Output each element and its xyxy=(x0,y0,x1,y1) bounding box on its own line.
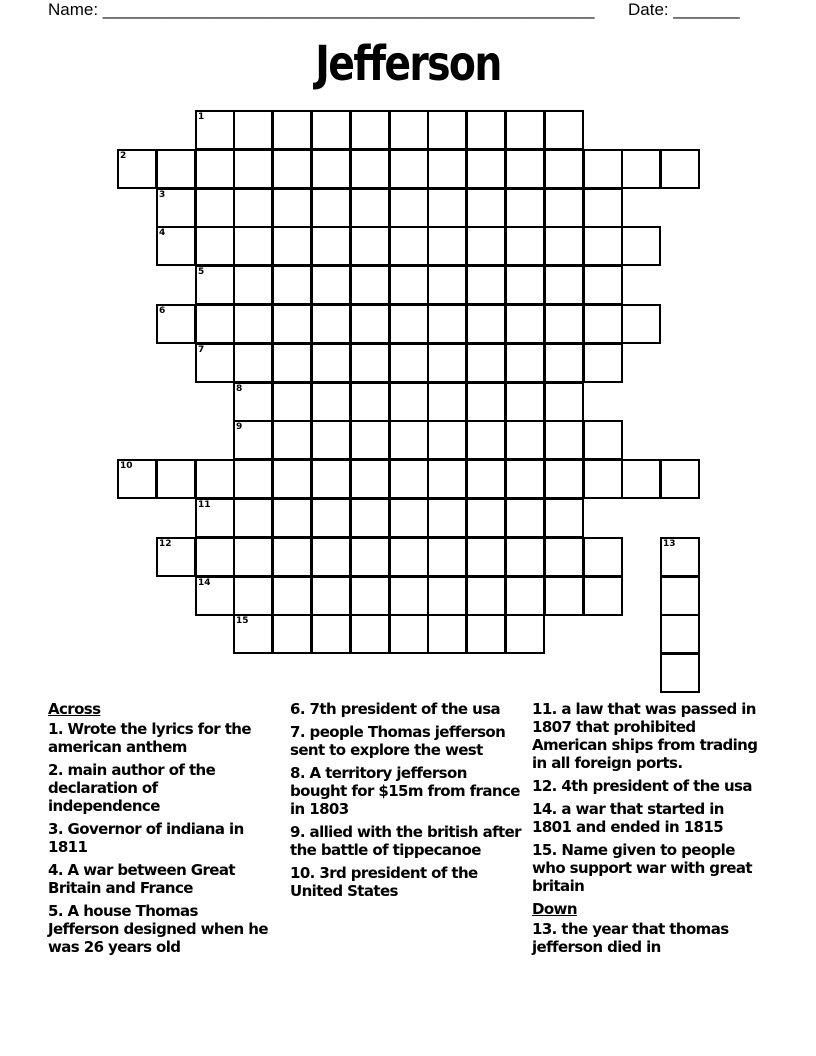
grid-cell[interactable] xyxy=(427,304,467,344)
grid-cell[interactable] xyxy=(233,149,273,189)
grid-cell[interactable] xyxy=(466,614,506,654)
grid-cell[interactable] xyxy=(311,188,351,228)
grid-cell[interactable] xyxy=(389,614,429,654)
grid-cell[interactable] xyxy=(233,576,273,616)
clue-text: Name given to people who support war with great britain xyxy=(532,841,752,895)
grid-cell[interactable] xyxy=(427,459,467,499)
grid-cell[interactable] xyxy=(505,110,545,150)
grid-cell[interactable] xyxy=(195,576,235,616)
clue-num: 11. xyxy=(532,700,557,718)
grid-cell[interactable] xyxy=(350,576,390,616)
clue-item xyxy=(532,920,767,956)
grid-cell[interactable] xyxy=(272,265,312,305)
grid-cell[interactable] xyxy=(544,265,584,305)
grid-cell[interactable] xyxy=(233,459,273,499)
clue-number: 3 xyxy=(159,190,166,200)
grid-cell[interactable] xyxy=(389,382,429,422)
clue-number: 11 xyxy=(198,500,211,510)
grid-cell[interactable] xyxy=(311,226,351,266)
grid-cell[interactable] xyxy=(505,226,545,266)
grid-cell[interactable] xyxy=(350,265,390,305)
clue-num: 15. xyxy=(532,841,557,859)
grid-cell[interactable] xyxy=(233,110,273,150)
clue-item xyxy=(532,777,767,795)
clue-num: 14. xyxy=(532,800,557,818)
grid-cell[interactable] xyxy=(350,420,390,460)
clue-number: 13 xyxy=(663,539,676,549)
grid-cell[interactable] xyxy=(311,420,351,460)
grid-cell[interactable] xyxy=(117,149,157,189)
clue-number: 8 xyxy=(236,384,243,394)
grid-cell[interactable] xyxy=(272,420,312,460)
grid-cell[interactable] xyxy=(156,226,196,266)
grid-cell[interactable] xyxy=(389,537,429,577)
grid-cell[interactable] xyxy=(427,576,467,616)
grid-cell[interactable] xyxy=(389,498,429,538)
grid-cell[interactable] xyxy=(389,459,429,499)
grid-cell[interactable] xyxy=(311,265,351,305)
clue-num: 7. xyxy=(290,723,305,741)
grid-cell[interactable] xyxy=(272,498,312,538)
clue-number: 1 xyxy=(198,112,205,122)
grid-cell[interactable] xyxy=(583,459,623,499)
grid-cell[interactable] xyxy=(621,226,661,266)
grid-cell[interactable] xyxy=(466,576,506,616)
grid-cell[interactable] xyxy=(272,343,312,383)
grid-cell[interactable] xyxy=(427,614,467,654)
grid-cell[interactable] xyxy=(311,614,351,654)
clue-number: 9 xyxy=(236,422,243,432)
grid-cell[interactable] xyxy=(156,304,196,344)
clue-text: A territory jefferson bought for $15m from france in 1803 xyxy=(290,764,520,818)
grid-cell[interactable] xyxy=(195,498,235,538)
grid-cell[interactable] xyxy=(350,149,390,189)
grid-cell[interactable] xyxy=(660,149,700,189)
grid-cell[interactable] xyxy=(272,110,312,150)
grid-cell[interactable] xyxy=(350,226,390,266)
grid-cell[interactable] xyxy=(427,498,467,538)
grid-cell[interactable] xyxy=(350,459,390,499)
grid-cell[interactable] xyxy=(660,653,700,693)
grid-cell[interactable] xyxy=(583,188,623,228)
grid-cell[interactable] xyxy=(466,459,506,499)
grid-cell[interactable] xyxy=(389,110,429,150)
grid-cell[interactable] xyxy=(389,149,429,189)
grid-cell[interactable] xyxy=(195,343,235,383)
clue-text: a law that was passed in 1807 that prohibited American ships from trading in all foreign ports. xyxy=(532,700,758,772)
grid-cell[interactable] xyxy=(233,420,273,460)
grid-cell[interactable] xyxy=(311,343,351,383)
grid-cell[interactable] xyxy=(156,188,196,228)
grid-cell[interactable] xyxy=(505,343,545,383)
grid-cell[interactable] xyxy=(583,537,623,577)
clue-text: a war that started in 1801 and ended in 1815 xyxy=(532,800,724,836)
clue-item xyxy=(290,723,525,759)
grid-cell[interactable] xyxy=(350,537,390,577)
grid-cell[interactable] xyxy=(505,382,545,422)
clue-text: A war between Great Britain and France xyxy=(48,861,235,897)
grid-cell[interactable] xyxy=(466,188,506,228)
grid-cell[interactable] xyxy=(233,304,273,344)
grid-cell[interactable] xyxy=(389,265,429,305)
grid-cell[interactable] xyxy=(350,343,390,383)
clue-number: 5 xyxy=(198,267,205,277)
grid-cell[interactable] xyxy=(505,459,545,499)
clue-item xyxy=(290,700,525,718)
grid-cell[interactable] xyxy=(195,304,235,344)
grid-cell[interactable] xyxy=(544,382,584,422)
grid-cell[interactable] xyxy=(583,343,623,383)
clue-number: 7 xyxy=(198,345,205,355)
grid-cell[interactable] xyxy=(544,537,584,577)
clue-num: 6. xyxy=(290,700,305,718)
clue-num: 10. xyxy=(290,864,315,882)
grid-cell[interactable] xyxy=(427,110,467,150)
grid-cell[interactable] xyxy=(427,343,467,383)
clue-number: 15 xyxy=(236,616,249,626)
clue-number: 14 xyxy=(198,578,211,588)
grid-cell[interactable] xyxy=(466,265,506,305)
clue-text: main author of the declaration of independence xyxy=(48,761,216,815)
clue-text: 3rd president of the United States xyxy=(290,864,478,900)
grid-cell[interactable] xyxy=(350,382,390,422)
clue-text: allied with the british after the battle of tippecanoe xyxy=(290,823,521,859)
grid-cell[interactable] xyxy=(544,304,584,344)
grid-cell[interactable] xyxy=(427,149,467,189)
grid-cell[interactable] xyxy=(195,149,235,189)
grid-cell[interactable] xyxy=(466,498,506,538)
grid-cell[interactable] xyxy=(544,420,584,460)
across-heading: Across xyxy=(48,700,101,718)
clue-num: 2. xyxy=(48,761,63,779)
grid-cell[interactable] xyxy=(505,304,545,344)
grid-cell[interactable] xyxy=(272,537,312,577)
clue-item xyxy=(290,764,525,818)
page-title: Jefferson xyxy=(315,36,501,92)
grid-cell[interactable] xyxy=(156,537,196,577)
clue-number: 12 xyxy=(159,539,172,549)
name-label[interactable]: Name: ____________________________________________________ xyxy=(48,0,595,19)
clue-number: 2 xyxy=(120,151,127,161)
grid-cell[interactable] xyxy=(233,343,273,383)
grid-cell[interactable] xyxy=(427,265,467,305)
grid-cell[interactable] xyxy=(505,265,545,305)
grid-cell[interactable] xyxy=(389,420,429,460)
grid-cell[interactable] xyxy=(583,304,623,344)
clue-num: 9. xyxy=(290,823,305,841)
grid-cell[interactable] xyxy=(195,459,235,499)
clue-num: 8. xyxy=(290,764,305,782)
grid-cell[interactable] xyxy=(544,226,584,266)
grid-cell[interactable] xyxy=(427,226,467,266)
clue-text: A house Thomas Jefferson designed when he was 26 years old xyxy=(48,902,268,956)
grid-cell[interactable] xyxy=(466,110,506,150)
grid-cell[interactable] xyxy=(505,576,545,616)
grid-cell[interactable] xyxy=(195,226,235,266)
clue-item xyxy=(532,800,767,836)
clue-number: 10 xyxy=(120,461,133,471)
clue-num: 3. xyxy=(48,820,63,838)
grid-cell[interactable] xyxy=(350,498,390,538)
grid-cell[interactable] xyxy=(272,576,312,616)
grid-cell[interactable] xyxy=(311,459,351,499)
clue-text: the year that thomas jefferson died in xyxy=(532,920,729,956)
grid-cell[interactable] xyxy=(156,459,196,499)
grid-cell[interactable] xyxy=(233,265,273,305)
grid-cell[interactable] xyxy=(272,614,312,654)
grid-cell[interactable] xyxy=(389,343,429,383)
grid-cell[interactable] xyxy=(195,110,235,150)
clue-num: 12. xyxy=(532,777,557,795)
grid-cell[interactable] xyxy=(311,498,351,538)
grid-cell[interactable] xyxy=(544,498,584,538)
grid-cell[interactable] xyxy=(505,498,545,538)
grid-cell[interactable] xyxy=(311,537,351,577)
grid-cell[interactable] xyxy=(466,226,506,266)
grid-cell[interactable] xyxy=(544,149,584,189)
grid-cell[interactable] xyxy=(233,188,273,228)
grid-cell[interactable] xyxy=(389,188,429,228)
clue-num: 1. xyxy=(48,720,63,738)
clue-text: Wrote the lyrics for the american anthem xyxy=(48,720,251,756)
grid-cell[interactable] xyxy=(583,149,623,189)
clues-column-1 xyxy=(48,700,273,961)
grid-cell[interactable] xyxy=(621,304,661,344)
clue-text: people Thomas jefferson sent to explore the west xyxy=(290,723,506,759)
clues-column-3 xyxy=(532,700,767,961)
grid-cell[interactable] xyxy=(583,265,623,305)
grid-cell[interactable] xyxy=(544,459,584,499)
grid-cell[interactable] xyxy=(195,188,235,228)
grid-cell[interactable] xyxy=(311,149,351,189)
clue-item xyxy=(290,864,525,900)
clue-text: 4th president of the usa xyxy=(556,777,752,795)
grid-cell[interactable] xyxy=(233,498,273,538)
grid-cell[interactable] xyxy=(389,576,429,616)
grid-cell[interactable] xyxy=(660,614,700,654)
grid-cell[interactable] xyxy=(660,537,700,577)
grid-cell[interactable] xyxy=(544,188,584,228)
grid-cell[interactable] xyxy=(350,614,390,654)
grid-cell[interactable] xyxy=(272,382,312,422)
grid-cell[interactable] xyxy=(427,537,467,577)
grid-cell[interactable] xyxy=(272,149,312,189)
clue-num: 13. xyxy=(532,920,557,938)
grid-cell[interactable] xyxy=(621,459,661,499)
grid-cell[interactable] xyxy=(272,459,312,499)
grid-cell[interactable] xyxy=(466,537,506,577)
grid-cell[interactable] xyxy=(156,149,196,189)
grid-cell[interactable] xyxy=(427,188,467,228)
grid-cell[interactable] xyxy=(660,459,700,499)
clue-text: 7th president of the usa xyxy=(304,700,501,718)
clues-column-2 xyxy=(290,700,525,905)
clue-num: 5. xyxy=(48,902,63,920)
grid-cell[interactable] xyxy=(583,226,623,266)
grid-cell[interactable] xyxy=(311,110,351,150)
grid-cell[interactable] xyxy=(466,304,506,344)
down-heading: Down xyxy=(532,900,577,918)
grid-cell[interactable] xyxy=(272,188,312,228)
grid-cell[interactable] xyxy=(311,304,351,344)
grid-cell[interactable] xyxy=(583,576,623,616)
grid-cell[interactable] xyxy=(233,537,273,577)
grid-cell[interactable] xyxy=(350,304,390,344)
grid-cell[interactable] xyxy=(544,576,584,616)
grid-cell[interactable] xyxy=(233,382,273,422)
grid-cell[interactable] xyxy=(311,382,351,422)
grid-cell[interactable] xyxy=(466,343,506,383)
grid-cell[interactable] xyxy=(350,188,390,228)
grid-cell[interactable] xyxy=(389,304,429,344)
grid-cell[interactable] xyxy=(233,614,273,654)
grid-cell[interactable] xyxy=(272,226,312,266)
clue-item xyxy=(48,820,273,856)
grid-cell[interactable] xyxy=(117,459,157,499)
grid-cell[interactable] xyxy=(621,149,661,189)
grid-cell[interactable] xyxy=(544,110,584,150)
grid-cell[interactable] xyxy=(195,537,235,577)
grid-cell[interactable] xyxy=(505,188,545,228)
grid-cell[interactable] xyxy=(427,382,467,422)
clue-text: Governor of indiana in 1811 xyxy=(48,820,244,856)
grid-cell[interactable] xyxy=(311,576,351,616)
grid-cell[interactable] xyxy=(505,149,545,189)
clue-number: 6 xyxy=(159,306,166,316)
clue-item xyxy=(532,700,767,772)
grid-cell[interactable] xyxy=(272,304,312,344)
grid-cell[interactable] xyxy=(583,420,623,460)
clue-item xyxy=(532,841,767,895)
date-label[interactable]: Date: _______ xyxy=(628,0,740,19)
clue-item xyxy=(290,823,525,859)
grid-cell[interactable] xyxy=(233,226,273,266)
grid-cell[interactable] xyxy=(389,226,429,266)
clue-num: 4. xyxy=(48,861,63,879)
grid-cell[interactable] xyxy=(466,382,506,422)
grid-cell[interactable] xyxy=(505,614,545,654)
clue-item xyxy=(48,861,273,897)
grid-cell[interactable] xyxy=(505,537,545,577)
grid-cell[interactable] xyxy=(350,110,390,150)
clue-item xyxy=(48,761,273,815)
grid-cell[interactable] xyxy=(466,420,506,460)
grid-cell[interactable] xyxy=(505,420,545,460)
grid-cell[interactable] xyxy=(660,576,700,616)
clue-item xyxy=(48,720,273,756)
clue-number: 4 xyxy=(159,228,166,238)
grid-cell[interactable] xyxy=(544,343,584,383)
clue-item xyxy=(48,902,273,956)
grid-cell[interactable] xyxy=(195,265,235,305)
grid-cell[interactable] xyxy=(427,420,467,460)
grid-cell[interactable] xyxy=(466,149,506,189)
